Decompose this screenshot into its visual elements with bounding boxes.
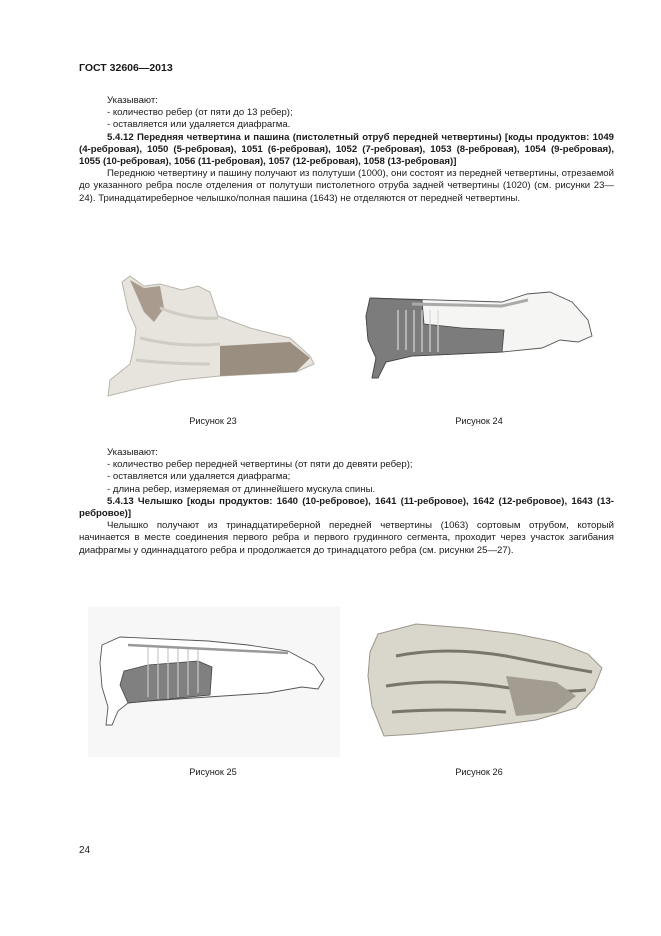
figure-26-brisket-photo	[356, 616, 606, 742]
figure-24-carcass-diagram	[352, 280, 607, 385]
section-body-5-4-12: Переднюю четвертину и пашину получают из полутуши (1000), они состоят из передней четвертины, отрезаемой до указанного ребра после отделения от полутуши пистолетного отруба задней четвертины (1020) (см. рисунки 23—24). Тринадцатиреберное челышко/полная пашина (1643) не отделяются от передней четвертины.	[79, 168, 614, 204]
document-standard-header: ГОСТ 32606—2013	[79, 62, 173, 74]
section-heading-5-4-12: 5.4.12 Передняя четвертина и пашина (пистолетный отруб передней четвертины) [коды продуктов: 1049 (4-ребровая), 1050 (5-ребровая), 1051 (6-ребровая), 1052 (7-ребровая), 1053 (8-ребровая), 1054 (9-ребровая), 1055 (10-ребровая), 1056 (11-ребровая), 1057 (12-ребровая), 1058 (13-ребровая)]	[79, 131, 614, 168]
brisket-outline	[368, 624, 602, 736]
bullet-item: - оставляется или удаляется диафрагма;	[107, 471, 291, 483]
bullet-item: - количество ребер передней четвертины (от пяти до девяти ребер);	[107, 459, 413, 471]
bullet-item: - количество ребер (от пяти до 13 ребер);	[107, 107, 293, 119]
figure-24-caption: Рисунок 24	[455, 416, 503, 426]
bullet-item: - оставляется или удаляется диафрагма.	[107, 119, 291, 131]
section-5-4-13	[79, 447, 614, 557]
figure-25-caption: Рисунок 25	[189, 767, 237, 777]
figure-23-caption: Рисунок 23	[189, 416, 237, 426]
bullet-item: - длина ребер, измеряемая от длиннейшего мускула спины.	[107, 483, 376, 495]
specify-intro: Указывают:	[107, 95, 158, 106]
section-5-4-12	[79, 95, 614, 205]
figure-23-forequarter-photo	[100, 268, 325, 400]
figure-25-carcass-diagram	[88, 607, 340, 757]
section-body-5-4-13: Челышко получают из тринадцатиреберной передней четвертины (1063) сортовым отрубом, который начинается в месте соединения первого ребра и первого грудинного сегмента, проходит через участок загибания диафрагмы у одиннадцатого ребра и продолжается до тринадцатого ребра (см. рисунки 25—27).	[79, 520, 614, 556]
page-number: 24	[79, 845, 91, 856]
figure-26-caption: Рисунок 26	[455, 767, 503, 777]
specify-intro: Указывают:	[107, 447, 158, 458]
section-heading-5-4-13: 5.4.13 Челышко [коды продуктов: 1640 (10-ребровое), 1641 (11-ребровое), 1642 (12-ребровое), 1643 (13-ребровое)]	[79, 495, 614, 520]
